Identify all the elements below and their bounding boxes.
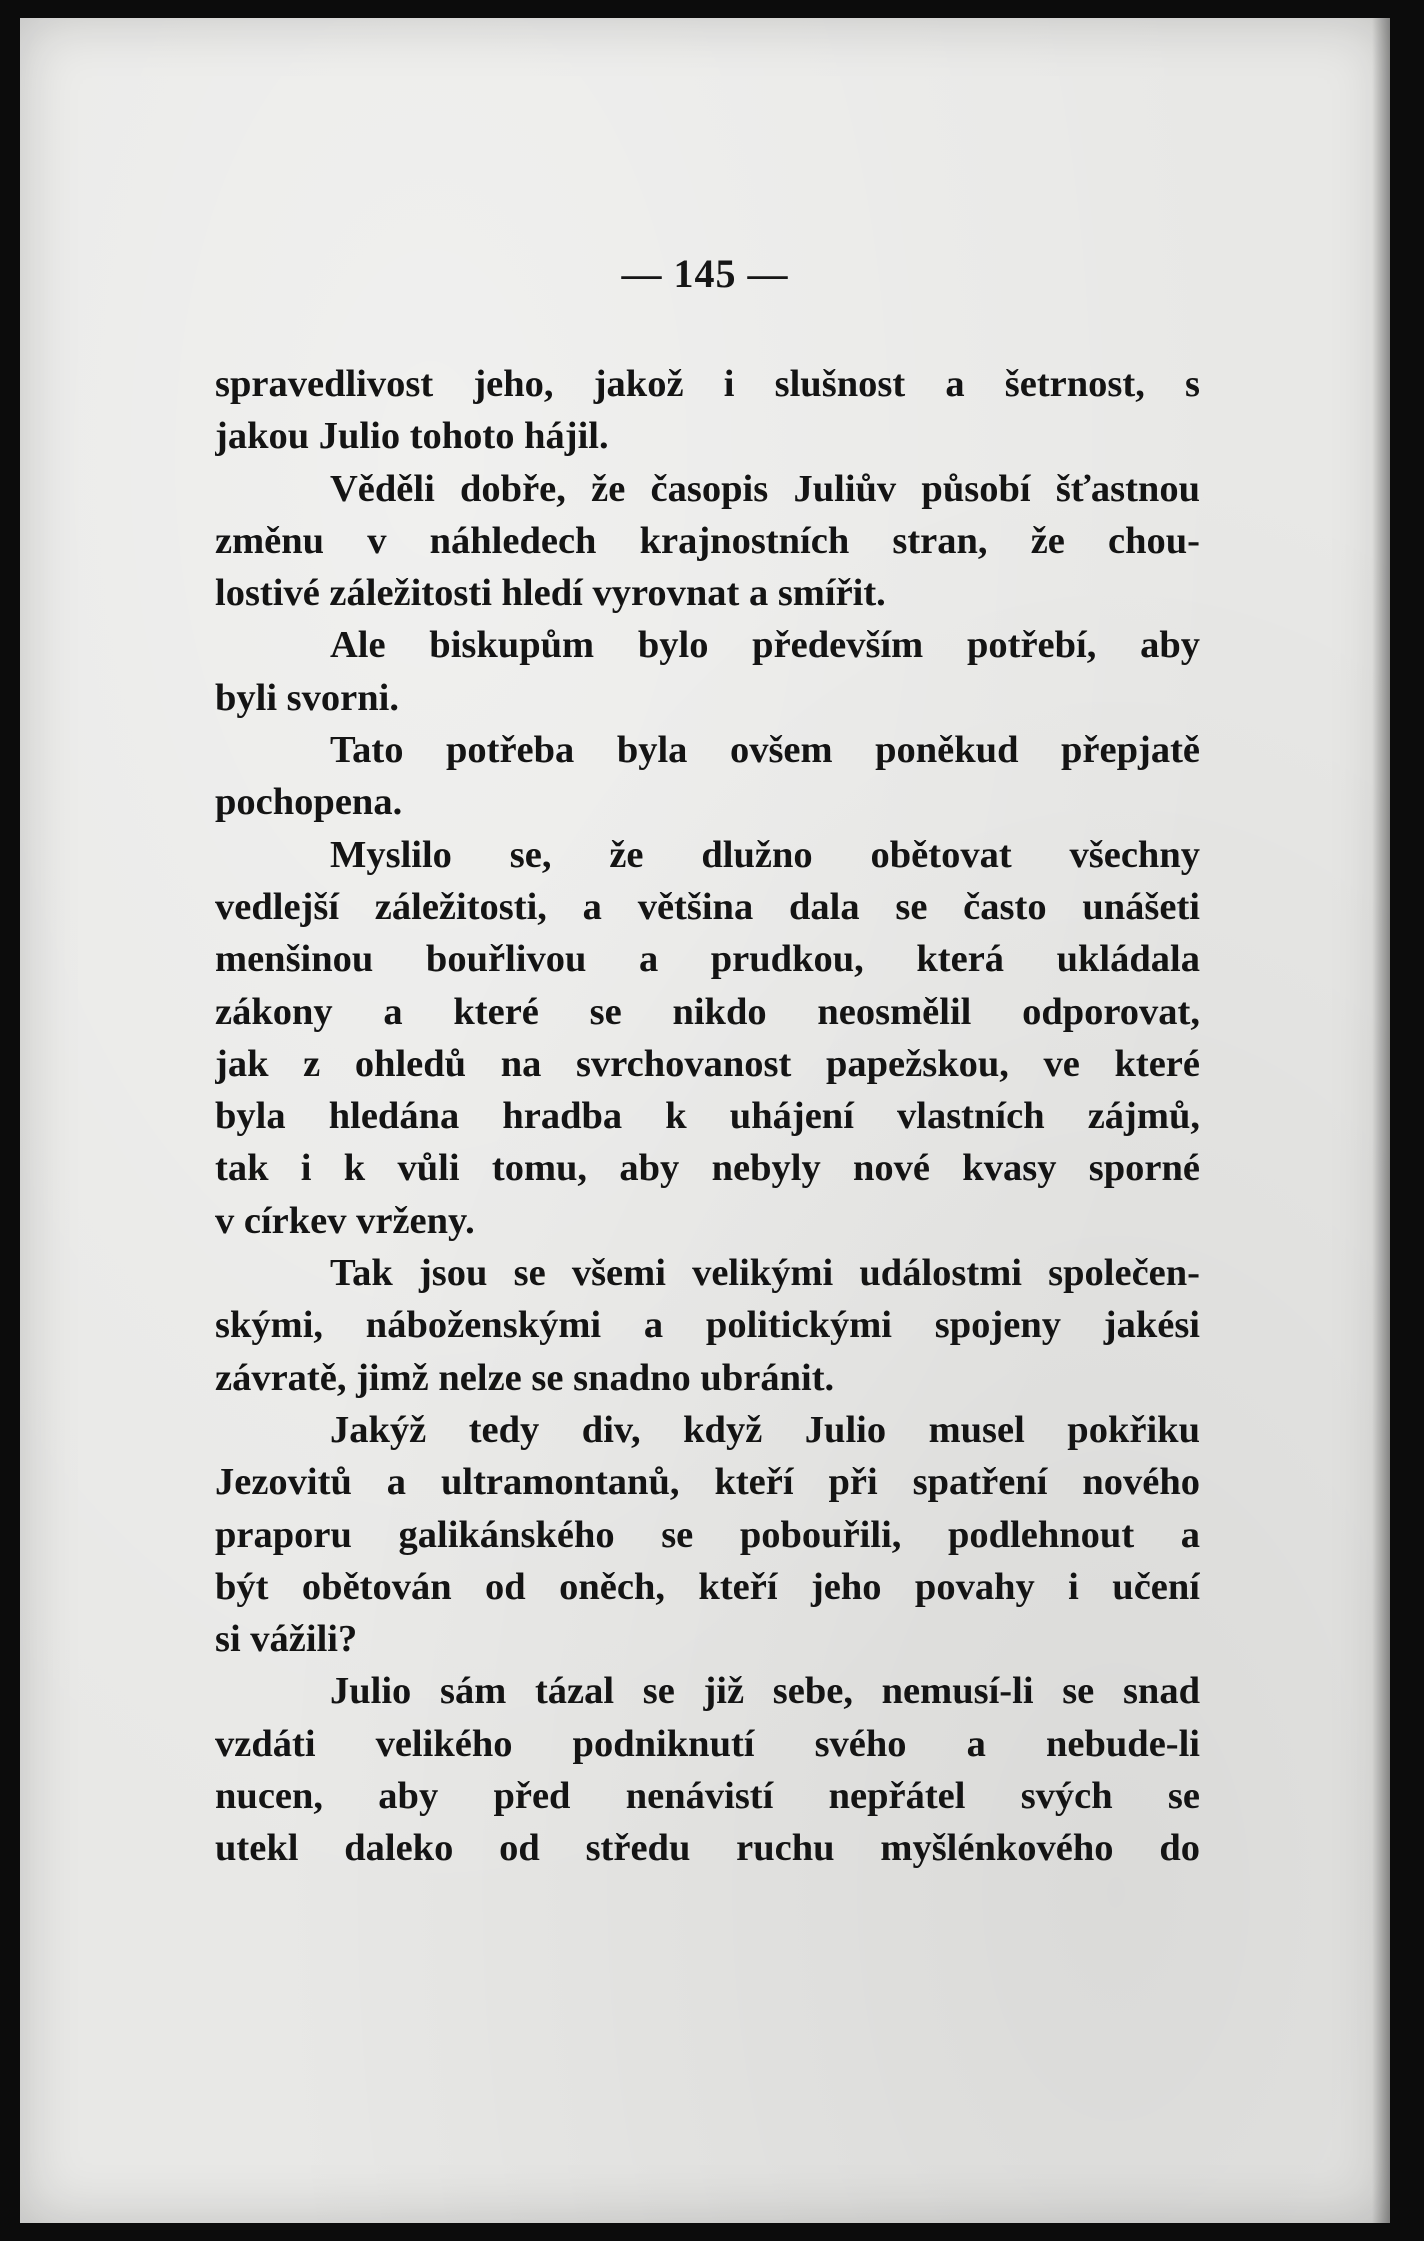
text-line: vzdáti velikého podniknutí svého a nebude-li bbox=[215, 1722, 1200, 1765]
text-line: Myslilo se, že dlužno obětovat všechny bbox=[330, 833, 1200, 876]
text-line: utekl daleko od středu ruchu myšlénkového do bbox=[215, 1827, 1200, 1870]
text-line: Tak jsou se všemi velikými událostmi společen- bbox=[330, 1252, 1200, 1295]
text-line: tak i k vůli tomu, aby nebyly nové kvasy sporné bbox=[215, 1147, 1200, 1190]
text-line: byla hledána hradba k uhájení vlastních zájmů, bbox=[215, 1095, 1200, 1138]
text-line: lostivé záležitosti hledí vyrovnat a smířit. bbox=[215, 572, 886, 615]
text-line: menšinou bouřlivou a prudkou, která ukládala bbox=[215, 938, 1200, 981]
text-line: si vážili? bbox=[215, 1618, 358, 1661]
text-line: Jezovitů a ultramontanů, kteří při spatření nového bbox=[215, 1461, 1200, 1504]
page-edge-shadow bbox=[1372, 18, 1390, 2223]
text-line: změnu v náhledech krajnostních stran, že chou- bbox=[215, 519, 1200, 562]
text-line: jakou Julio tohoto hájil. bbox=[215, 415, 609, 458]
text-line: Julio sám tázal se již sebe, nemusí-li se snad bbox=[330, 1670, 1200, 1713]
text-line: Věděli dobře, že časopis Juliův působí šťastnou bbox=[330, 467, 1200, 510]
text-line: jak z ohledů na svrchovanost papežskou, ve které bbox=[215, 1042, 1200, 1085]
text-line: skými, náboženskými a politickými spojeny jakési bbox=[215, 1304, 1200, 1347]
text-line: Tato potřeba byla ovšem poněkud přepjatě bbox=[330, 729, 1200, 772]
text-line: pochopena. bbox=[215, 781, 403, 824]
text-line: být obětován od oněch, kteří jeho povahy i učení bbox=[215, 1565, 1200, 1608]
text-line: v církev vrženy. bbox=[215, 1199, 475, 1242]
text-line: Ale biskupům bylo především potřebí, aby bbox=[330, 624, 1200, 667]
page-number: — 145 — bbox=[621, 251, 789, 296]
text-line: závratě, jimž nelze se snadno ubránit. bbox=[215, 1356, 835, 1399]
text-line: spravedlivost jeho, jakož i slušnost a šetrnost, s bbox=[215, 363, 1200, 405]
text-line: zákony a které se nikdo neosmělil odporovat, bbox=[215, 990, 1200, 1033]
text-line: vedlejší záležitosti, a většina dala se často unášeti bbox=[215, 885, 1200, 928]
text-line: praporu galikánského se pobouřili, podlehnout a bbox=[215, 1513, 1200, 1556]
book-page bbox=[20, 18, 1390, 2223]
body-text bbox=[215, 358, 1200, 1875]
text-line: nucen, aby před nenávistí nepřátel svých se bbox=[215, 1775, 1200, 1818]
text-line: Jakýž tedy div, když Julio musel pokřiku bbox=[330, 1408, 1200, 1451]
text-line: byli svorni. bbox=[215, 676, 399, 719]
